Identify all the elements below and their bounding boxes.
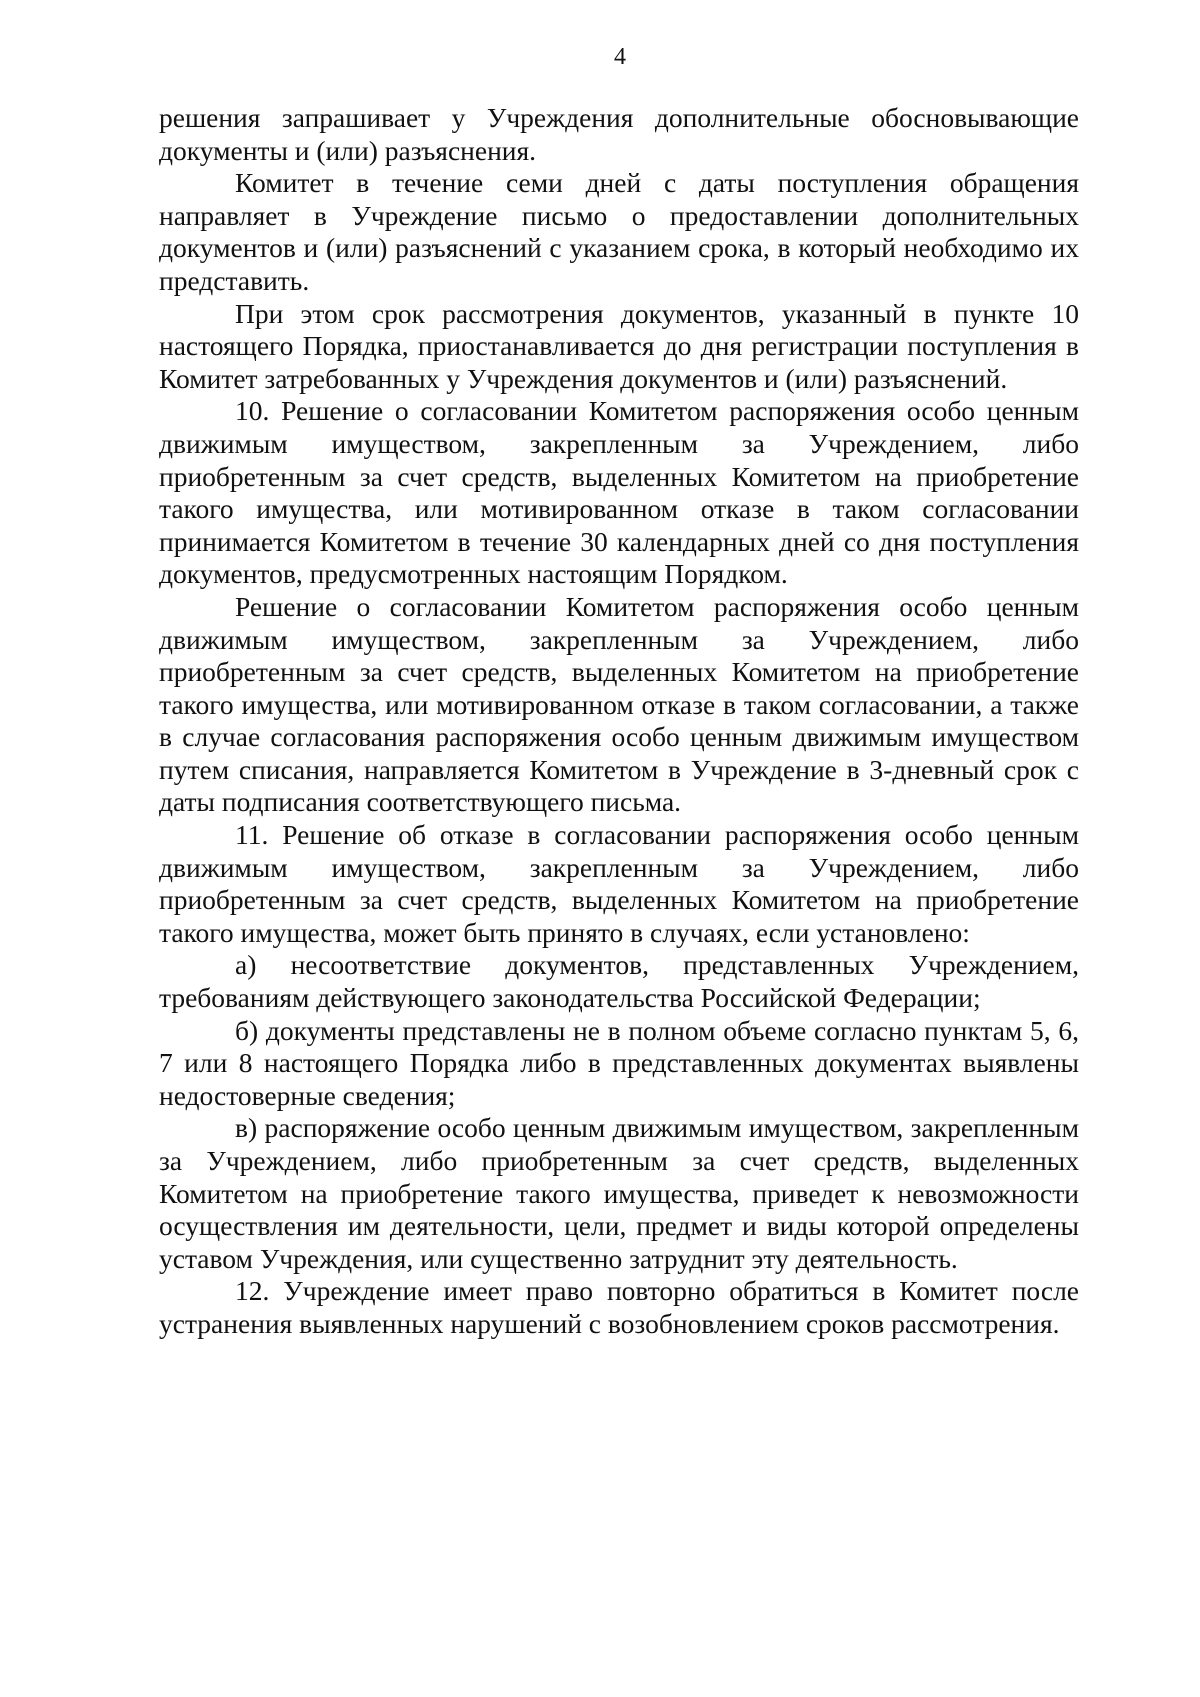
paragraph-item-10: 10. Решение о согласовании Комитетом распоряжения особо ценным движимым имуществом, закрепленным за Учреждением, либо приобретенным за счет средств, выделенных Комитетом на приобретение такого имущества, или мотивированном отказе в таком согласовании принимается Комитетом в течение 30 календарных дней со дня поступления документов, предусмотренных настоящим Порядком.	[159, 395, 1079, 590]
paragraph-decision-notice: Решение о согласовании Комитетом распоряжения особо ценным движимым имуществом, закрепленным за Учреждением, либо приобретенным за счет средств, выделенных Комитетом на приобретение такого имущества, или мотивированном отказе в таком согласовании, а также в случае согласования распоряжения особо ценным движимым имуществом путем списания, направляется Комитетом в Учреждение в 3-дневный срок с даты подписания соответствующего письма.	[159, 590, 1079, 818]
paragraph-item-11-c: в) распоряжение особо ценным движимым имуществом, закрепленным за Учреждением, либо приобретенным за счет средств, выделенных Комитетом на приобретение такого имущества, приведет к невозможности осуществления им деятельности, цели, предмет и виды которой определены уставом Учреждения, или существенно затруднит эту деятельность.	[159, 1112, 1079, 1274]
paragraph-item-11-b: б) документы представлены не в полном объеме согласно пунктам 5, 6, 7 или 8 настоящего Порядка либо в представленных документах выявлены недостоверные сведения;	[159, 1014, 1079, 1111]
page-number: 4	[614, 44, 626, 70]
paragraph-committee-request: Комитет в течение семи дней с даты поступления обращения направляет в Учреждение письмо о предоставлении дополнительных документов и (или) разъяснений с указанием срока, в который необходимо их представить.	[159, 167, 1079, 296]
paragraph-item-11-a: а) несоответствие документов, представленных Учреждением, требованиям действующего законодательства Российской Федерации;	[159, 949, 1079, 1014]
document-body	[159, 102, 1079, 1341]
paragraph-item-11: 11. Решение об отказе в согласовании распоряжения особо ценным движимым имуществом, закрепленным за Учреждением, либо приобретенным за счет средств, выделенных Комитетом на приобретение такого имущества, может быть принято в случаях, если установлено:	[159, 819, 1079, 948]
paragraph-continuation: решения запрашивает у Учреждения дополнительные обосновывающие документы и (или) разъяснения.	[159, 102, 1079, 166]
paragraph-review-suspension: При этом срок рассмотрения документов, указанный в пункте 10 настоящего Порядка, приостанавливается до дня регистрации поступления в Комитет затребованных у Учреждения документов и (или) разъяснений.	[159, 297, 1079, 394]
paragraph-item-12: 12. Учреждение имеет право повторно обратиться в Комитет после устранения выявленных нарушений с возобновлением сроков рассмотрения.	[159, 1275, 1079, 1339]
